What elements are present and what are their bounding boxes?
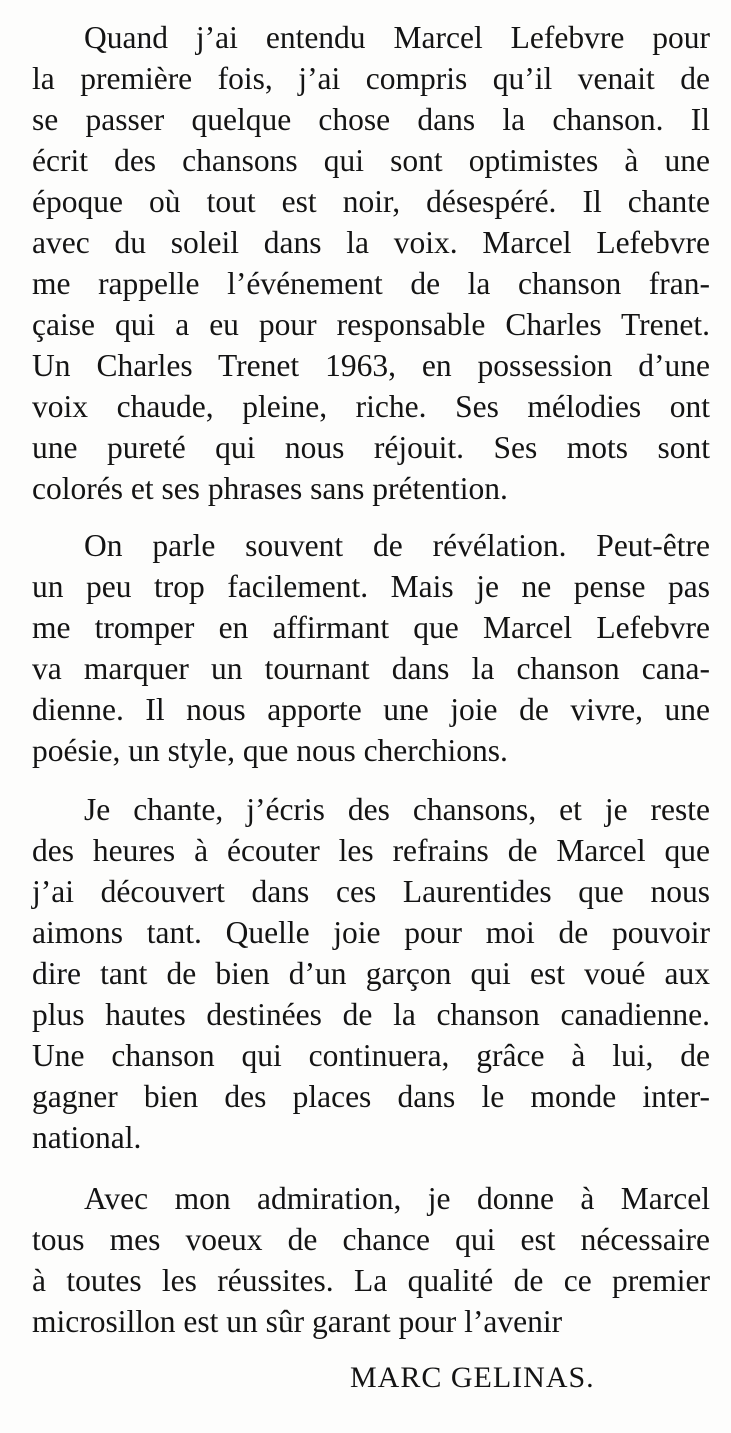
text-line: Je chante, j’écris des chansons, et je reste — [84, 792, 710, 827]
paragraph-2 — [32, 525, 710, 771]
text-line: un peu trop facilement. Mais je ne pense pas — [32, 569, 710, 604]
text-line: époque où tout est noir, désespéré. Il chante — [32, 184, 710, 219]
text-line: dire tant de bien d’un garçon qui est voué aux — [32, 956, 710, 991]
text-line: microsillon est un sûr garant pour l’avenir — [32, 1304, 563, 1339]
text-line: gagner bien des places dans le monde inter- — [32, 1079, 710, 1114]
text-line: me rappelle l’événement de la chanson fran- — [32, 266, 710, 301]
text-line: çaise qui a eu pour responsable Charles Trenet. — [32, 307, 710, 342]
paragraph-4 — [32, 1178, 710, 1342]
paragraph-3 — [32, 789, 710, 1158]
text-line: Un Charles Trenet 1963, en possession d’une — [32, 348, 710, 383]
text-line: dienne. Il nous apporte une joie de vivre, une — [32, 692, 710, 727]
text-line: avec du soleil dans la voix. Marcel Lefebvre — [32, 225, 710, 260]
text-line: plus hautes destinées de la chanson canadienne. — [32, 997, 710, 1032]
text-line: national. — [32, 1120, 142, 1155]
text-line: va marquer un tournant dans la chanson cana- — [32, 651, 710, 686]
text-line: écrit des chansons qui sont optimistes à une — [32, 143, 710, 178]
text-line: Une chanson qui continuera, grâce à lui, de — [32, 1038, 710, 1073]
paragraph-1 — [32, 17, 710, 509]
text-line: voix chaude, pleine, riche. Ses mélodies ont — [32, 389, 710, 424]
text-line: j’ai découvert dans ces Laurentides que nous — [32, 874, 710, 909]
text-line: On parle souvent de révélation. Peut-être — [84, 528, 710, 563]
text-line: poésie, un style, que nous cherchions. — [32, 733, 508, 768]
text-line: tous mes voeux de chance qui est nécessaire — [32, 1222, 710, 1257]
text-line: une pureté qui nous réjouit. Ses mots sont — [32, 430, 710, 465]
text-line: des heures à écouter les refrains de Marcel que — [32, 833, 710, 868]
text-line: Quand j’ai entendu Marcel Lefebvre pour — [84, 20, 710, 55]
text-line: Avec mon admiration, je donne à Marcel — [84, 1181, 710, 1216]
text-line: me tromper en affirmant que Marcel Lefebvre — [32, 610, 710, 645]
text-line: à toutes les réussites. La qualité de ce premier — [32, 1263, 710, 1298]
text-line: aimons tant. Quelle joie pour moi de pouvoir — [32, 915, 710, 950]
signature: MARC GELINAS. — [350, 1361, 595, 1394]
text-line: se passer quelque chose dans la chanson. Il — [32, 102, 710, 137]
text-line: la première fois, j’ai compris qu’il venait de — [32, 61, 710, 96]
text-line: colorés et ses phrases sans prétention. — [32, 471, 508, 506]
